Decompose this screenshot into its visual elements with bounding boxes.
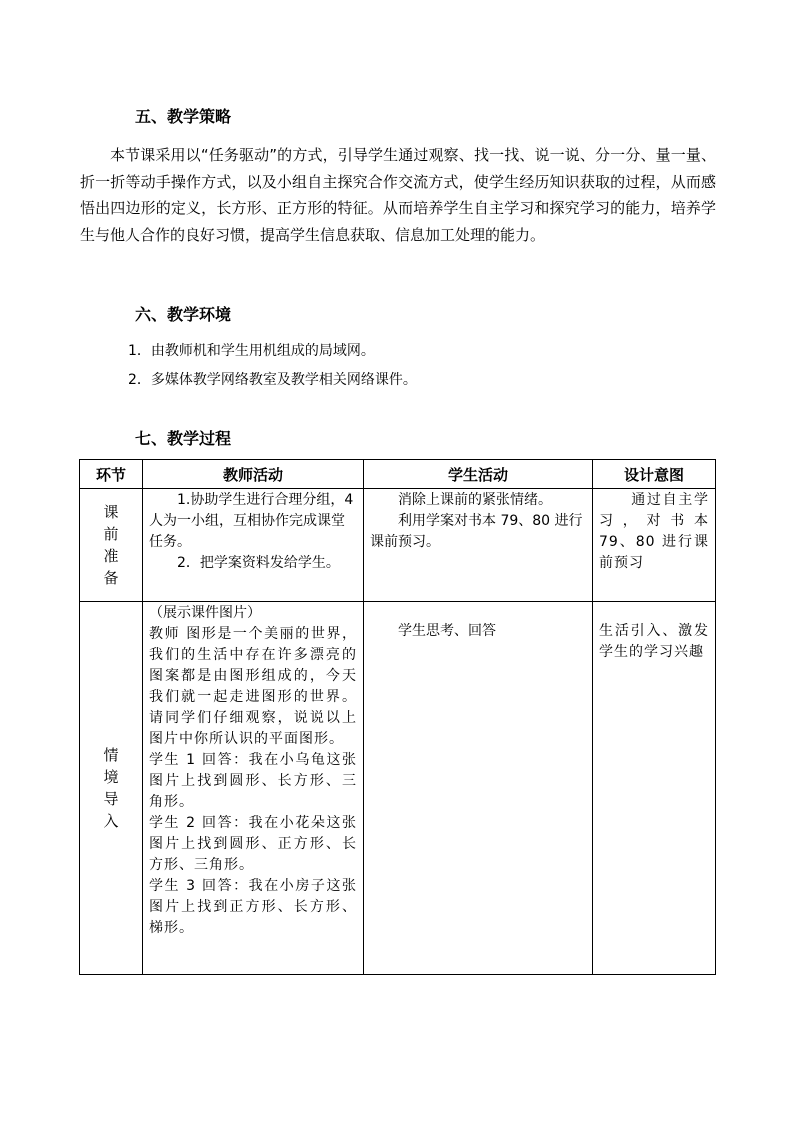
table-row xyxy=(80,489,716,602)
table-header-row xyxy=(80,460,716,489)
teacher-text: 学生 3 回答：我在小房子这张图片上找到正方形、长方形、梯形。 xyxy=(149,878,357,936)
teacher-text: 学生 1 回答：我在小乌龟这张图片上找到圆形、长方形、三角形。 xyxy=(149,752,357,810)
header-teacher-activity: 教师活动 xyxy=(143,460,364,489)
student-activity-cell xyxy=(364,602,593,975)
section6-heading: 六、教学环境 xyxy=(135,305,232,324)
teacher-text: 教师 图形是一个美丽的世界，我们的生活中存在许多漂亮的图案都是由图形组成的，今天我们就一起走进图形的世界。请同学们仔细观察，说说以上图片中你所认识的平面图形。 xyxy=(149,626,357,747)
header-design-intent: 设计意图 xyxy=(593,460,716,489)
strategy-paragraph: 本节课采用以“任务驱动”的方式，引导学生通过观察、找一找、说一说、分一分、量一量、折一折等动手操作方式，以及小组自主探究合作交流方式，使学生经历知识获取的过程，从而感悟出四边形的定义，长方形、正方形的特征。从而培养学生自主学习和探究学习的能力，培养学生与他人合作的良好习惯，提高学生信息获取、信息加工处理的能力。 xyxy=(80,146,716,244)
stage-char: 情 xyxy=(103,746,119,764)
stage-char: 准 xyxy=(103,547,119,565)
header-stage: 环节 xyxy=(80,460,143,489)
teacher-text: 2．把学案资料发给学生。 xyxy=(177,555,340,571)
table-row xyxy=(80,602,716,975)
design-intent-cell xyxy=(593,602,716,975)
design-text: 生活引入、激发学生的学习兴趣 xyxy=(599,623,709,660)
stage-char: 前 xyxy=(103,525,119,543)
stage-char: 课 xyxy=(103,503,119,521)
stage-char: 境 xyxy=(103,768,119,786)
student-activity-cell xyxy=(364,489,593,602)
design-text: 通过自主学习，对书本 79、80 进行课前预习 xyxy=(599,492,709,571)
teaching-process-table xyxy=(79,459,716,975)
design-intent-cell xyxy=(593,489,716,602)
student-text: 消除上课前的紧张情绪。 xyxy=(398,492,552,508)
teacher-activity-cell xyxy=(143,489,364,602)
teacher-activity-cell xyxy=(143,602,364,975)
environment-item-1: 1．由教师机和学生用机组成的局域网。 xyxy=(128,343,375,359)
environment-item-2: 2．多媒体教学网络教室及教学相关网络课件。 xyxy=(128,372,417,388)
header-student-activity: 学生活动 xyxy=(364,460,593,489)
stage-cell xyxy=(80,602,143,975)
teacher-text: （展示课件图片） xyxy=(149,605,261,621)
stage-cell xyxy=(80,489,143,602)
stage-char: 入 xyxy=(103,812,119,830)
student-text: 学生思考、回答 xyxy=(398,623,496,639)
section5-heading: 五、教学策略 xyxy=(135,107,232,126)
stage-char: 备 xyxy=(103,569,119,587)
stage-char: 导 xyxy=(103,790,119,808)
teacher-text: 1.协助学生进行合理分组，4人为一小组，互相协作完成课堂任务。 xyxy=(149,492,354,550)
student-text: 利用学案对书本 79、80 进行课前预习。 xyxy=(370,513,583,550)
teacher-text: 学生 2 回答：我在小花朵这张图片上找到圆形、正方形、长方形、三角形。 xyxy=(149,815,357,873)
section7-heading: 七、教学过程 xyxy=(135,429,232,448)
